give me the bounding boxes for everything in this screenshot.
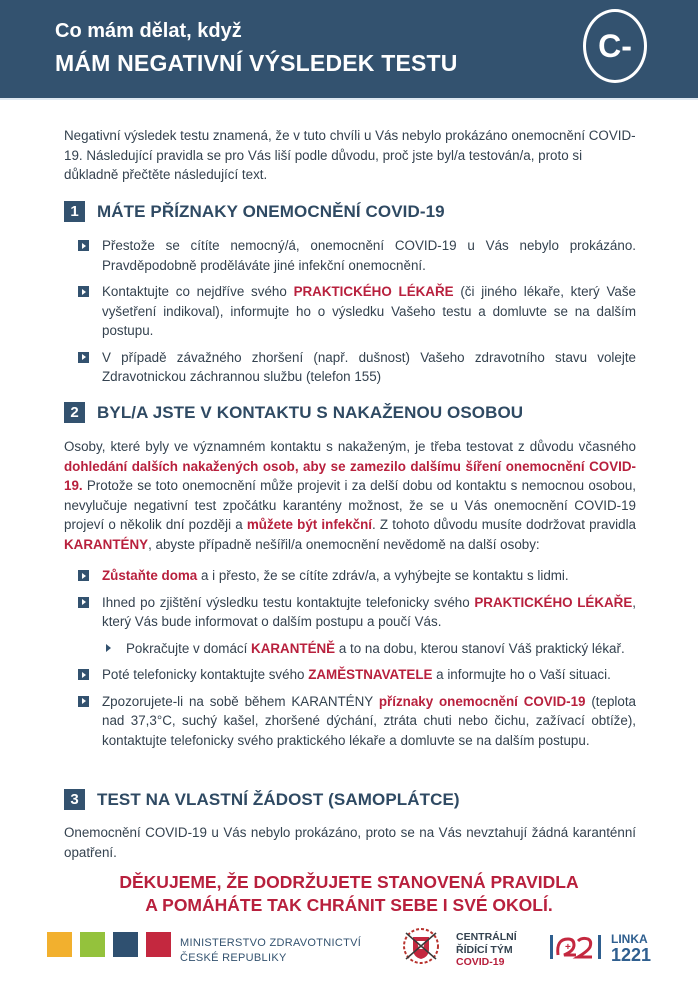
logo-tile-blue — [113, 932, 138, 957]
item-text: a to na dobu, kterou stanoví Váš praktický lékař. — [335, 640, 625, 656]
section-number: 1 — [64, 201, 85, 222]
item-text: Zpozorujete-li na sobě během KARANTÉNY — [102, 693, 379, 709]
section-2-list — [78, 566, 636, 757]
bullet-arrow-icon — [78, 597, 89, 608]
central-team-name — [456, 931, 517, 969]
item-text: Pokračujte v domácí — [126, 640, 252, 656]
bullet-arrow-icon — [78, 286, 89, 297]
section-title: TEST NA VLASTNÍ ŽÁDOST (SAMOPLÁTCE) — [97, 789, 460, 809]
thanks-line-2: A POMÁHÁTE TAK CHRÁNIT SEBE I SVÉ OKOLÍ. — [145, 895, 553, 915]
team-line-2: ŘÍDÍCÍ TÝM — [456, 943, 513, 956]
section-1-list — [78, 236, 636, 394]
item-text: a i přesto, že se cítíte zdráv/a, a vyhýbejte se kontaktu s lidmi. — [197, 568, 569, 583]
item-text: V případě závažného zhoršení (např. dušnost) Vašeho zdravotního stavu volejte Zdravotnickou záchrannou službu (telefon 155) — [102, 349, 636, 384]
thanks-line-1: DĚKUJEME, ŽE DODRŽUJETE STANOVENÁ PRAVIDLA — [119, 872, 579, 892]
section-2-heading — [64, 402, 523, 423]
para-text: , abyste případně nešířil/a onemocnění nevědomě na další osoby: — [148, 536, 540, 552]
section-1-heading — [64, 201, 445, 222]
team-line-1: CENTRÁLNÍ — [456, 931, 517, 943]
section-2-paragraph — [64, 437, 636, 554]
linka-text — [611, 932, 651, 964]
header-subtitle: Co mám dělat, když — [55, 20, 242, 42]
footer-logos — [0, 925, 698, 975]
bullet-arrow-icon — [78, 240, 89, 251]
list-item — [78, 692, 636, 751]
svg-text:+: + — [565, 942, 571, 953]
team-line-3: COVID-19 — [456, 956, 505, 968]
badge-text: C- — [598, 27, 632, 64]
thank-you-message — [0, 871, 698, 917]
ministry-line-1: MINISTERSTVO ZDRAVOTNICTVÍ — [180, 937, 362, 949]
header-title: MÁM NEGATIVNÍ VÝSLEDEK TESTU — [55, 50, 458, 76]
highlight-text: ZAMĚSTNAVATELE — [308, 667, 433, 682]
section-title: MÁTE PŘÍZNAKY ONEMOCNĚNÍ COVID-19 — [97, 201, 445, 221]
highlight-text: Zůstaňte doma — [102, 568, 198, 583]
crest-emblem-icon — [400, 925, 442, 967]
highlight-text: KARANTÉNY — [64, 536, 149, 552]
item-text: Kontaktujte co nejdříve svého — [102, 284, 294, 299]
section-number: 2 — [64, 402, 85, 423]
highlight-text: můžete být infekční — [246, 517, 373, 532]
item-text: Přestože se cítíte nemocný/á, onemocnění COVID-19 u Vás nebylo prokázáno. Pravděpodobně proděláváte jiné infekční onemocnění. — [102, 238, 636, 273]
section-title: BYL/A JSTE V KONTAKTU S NAKAŽENOU OSOBOU — [97, 402, 524, 422]
bullet-arrow-icon — [78, 570, 89, 581]
ministry-logo-icon — [47, 932, 171, 957]
bullet-arrow-icon — [78, 696, 89, 707]
linka-number: 1221 — [611, 945, 652, 965]
item-text: Poté telefonicky kontaktujte svého — [102, 667, 309, 682]
item-text: , který Vás bude informovat o dalším postupu a poučí Vás. — [102, 594, 637, 629]
item-text: (teplota nad 37,3°C, suchý kašel, zhoršené dýchání, ztráta chuti nebo čichu, zažívací obtíže), kontaktujte telefonicky svého praktického lékaře a domluvte se na dalším postupu. — [102, 693, 636, 748]
c-minus-badge-icon — [583, 9, 647, 83]
para-text: Protože se toto onemocnění může projevit i za delší dobu od kontaktu s nemocnou osobou, nevylučuje negativní test zpočátku karantény možnost, že se u Vás onemocnění COVID-19 projeví o několik dní později a — [64, 478, 636, 532]
divider — [0, 98, 698, 100]
para-text: Osoby, které byly ve významném kontaktu s nakaženým, je třeba testovat z důvodu včasného — [64, 439, 636, 454]
list-item — [78, 593, 636, 632]
list-item — [78, 236, 636, 275]
bullet-arrow-icon — [78, 669, 89, 680]
section-number: 3 — [64, 789, 85, 810]
item-text: (či jiného lékaře, který Vaše vyšetření indikoval), informujte ho o výsledku Vašeho testu a domluvte se na dalším postupu. — [102, 284, 636, 338]
ministry-line-2: ČESKÉ REPUBLIKY — [180, 952, 287, 964]
list-item — [78, 348, 636, 387]
highlight-text: PRAKTICKÉHO LÉKAŘE — [293, 284, 454, 299]
highlight-text: KARANTÉNĚ — [251, 640, 336, 656]
highlight-text: dohledání dalších nakažených osob, aby se zamezilo dalšímu šíření onemocnění COVID-19. — [64, 458, 636, 493]
highlight-text: PRAKTICKÉHO LÉKAŘE — [474, 594, 633, 610]
highlight-text: příznaky onemocnění COVID-19 — [378, 693, 586, 709]
section-3-paragraph: Onemocnění COVID-19 u Vás nebylo prokázáno, proto se na Vás nevztahují žádná karanténní opatření. — [64, 825, 636, 860]
sub-bullet-triangle-icon — [106, 644, 111, 652]
section-3-heading — [64, 789, 460, 810]
item-text: Ihned po zjištění výsledku testu kontaktujte telefonicky svého — [102, 594, 475, 610]
list-item — [78, 566, 636, 586]
linka-1221-logo-icon — [548, 933, 604, 961]
item-text: a informujte ho o Vaší situaci. — [432, 667, 611, 682]
logo-tile-yellow — [47, 932, 72, 957]
list-item — [78, 282, 636, 341]
ministry-name — [180, 936, 361, 966]
header-banner — [0, 0, 698, 98]
logo-tile-green — [80, 932, 105, 957]
list-item — [78, 665, 636, 685]
logo-tile-red — [146, 932, 171, 957]
linka-label: LINKA — [611, 932, 648, 946]
para-text: . Z tohoto důvodu musíte dodržovat pravidla — [372, 517, 637, 532]
sub-list-item — [78, 639, 636, 659]
bullet-arrow-icon — [78, 352, 89, 363]
intro-paragraph: Negativní výsledek testu znamená, že v tuto chvíli u Vás nebylo prokázáno onemocnění COVID-19. Následující pravidla se pro Vás liší podle důvodu, proč jste byl/a testován/a, proto si důkladně přečtěte následující text. — [64, 128, 636, 182]
